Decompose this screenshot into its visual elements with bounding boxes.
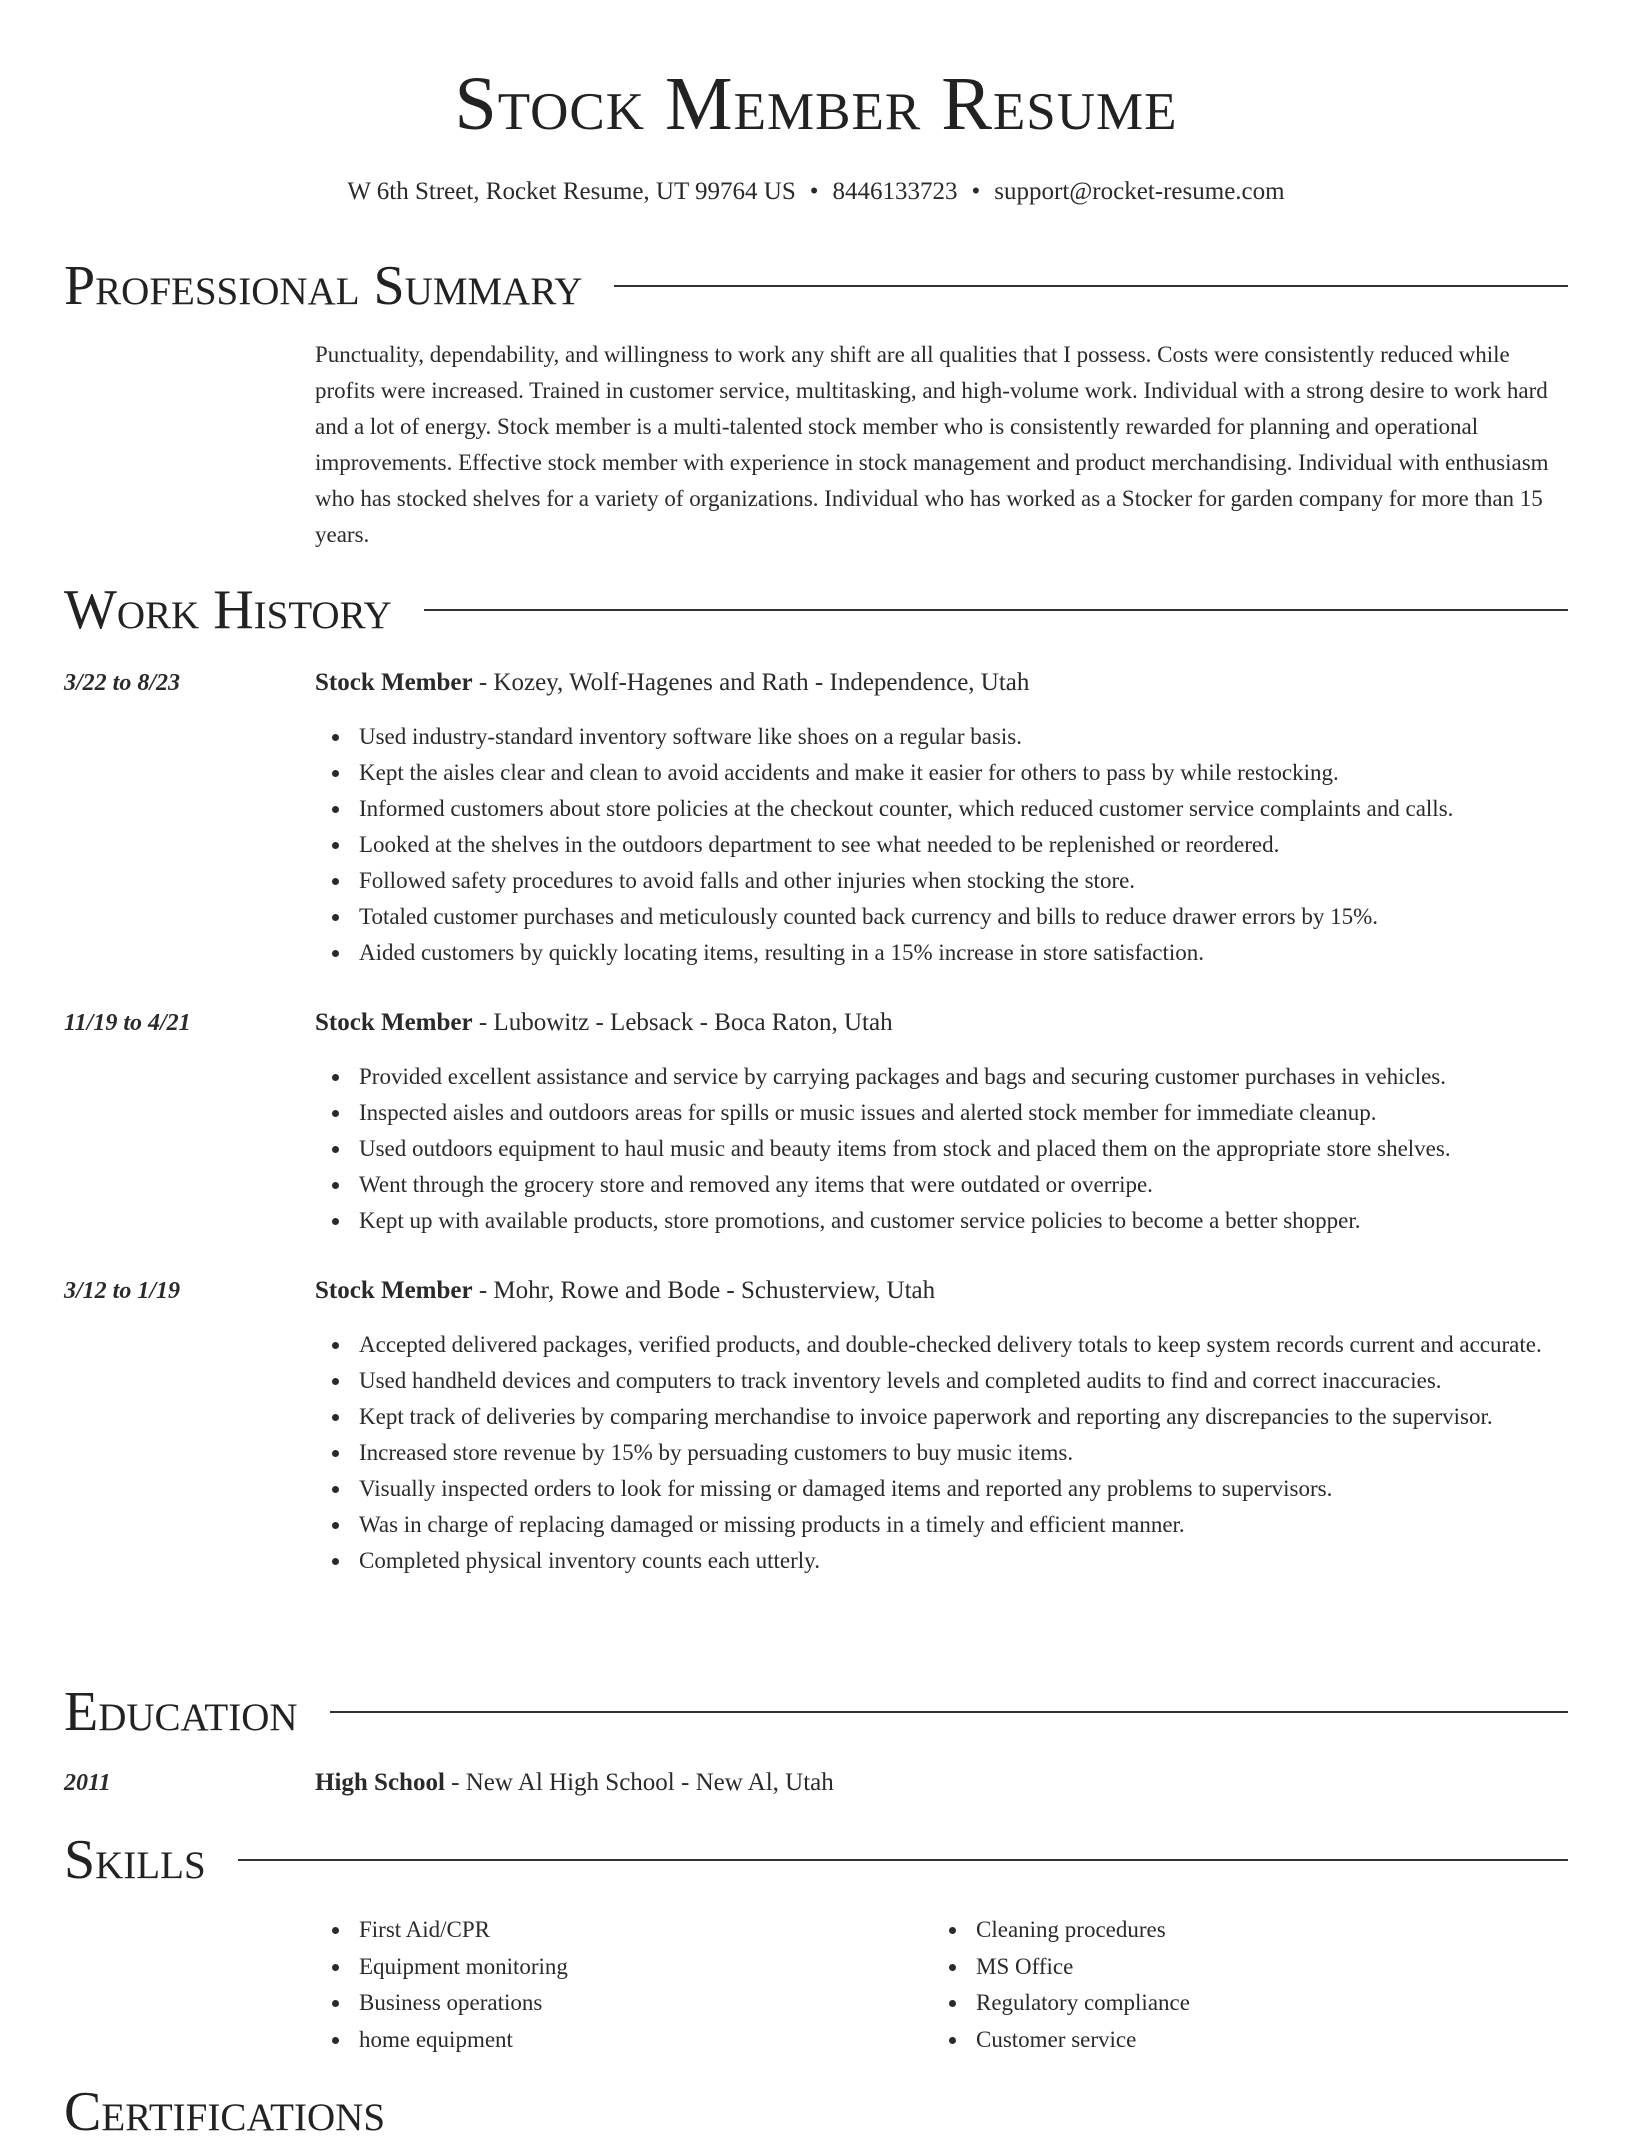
job-bullet: Totaled customer purchases and meticulously counted back currency and bills to reduce drawer errors by 15%. — [359, 899, 1565, 935]
contact-line — [64, 172, 1568, 212]
job-bullet: Kept track of deliveries by comparing merchandise to invoice paperwork and reporting any discrepancies to the supervisor. — [359, 1399, 1565, 1435]
contact-separator: • — [971, 178, 981, 205]
job-bullet: Kept the aisles clear and clean to avoid accidents and make it easier for others to pass by while restocking. — [359, 755, 1565, 791]
job-bullet: Used handheld devices and computers to track inventory levels and completed audits to find and correct inaccuracies. — [359, 1363, 1565, 1399]
summary-text: Punctuality, dependability, and willingness to work any shift are all qualities that I possess. Costs were consistently reduced while profits were increased. Trained in customer service, multitasking, and high-volume work. Individual with a strong desire to work hard and a lot of energy. Stock member is a multi-talented stock member who is consistently rewarded for planning and operational improvements. Effective stock member with experience in stock management and product merchandising. Individual with enthusiasm who has stocked shelves for a variety of organizations. Individual who has worked as a Stocker for garden company for more than 15 years. — [315, 342, 1549, 547]
education-school: - New Al High School - New Al, Utah — [444, 1769, 834, 1796]
summary-section-title: Professional Summary — [64, 255, 583, 317]
job-heading — [315, 665, 1029, 701]
job-date: 3/12 to 1/19 — [64, 1278, 181, 1304]
section-divider — [238, 1859, 1568, 1861]
education-heading — [315, 1765, 834, 1801]
job-date: 11/19 to 4/21 — [64, 1010, 191, 1036]
certifications-section-title: Certifications — [64, 2081, 386, 2143]
job-bullet: Informed customers about store policies at the checkout counter, which reduced customer service complaints and calls. — [359, 791, 1565, 827]
skill-item: Customer service — [976, 2022, 1532, 2059]
work-section-title: Work History — [64, 579, 392, 641]
job-bullet: Kept up with available products, store promotions, and customer service policies to become a better shopper. — [359, 1203, 1565, 1239]
job-role: Stock Member — [315, 669, 473, 696]
contact-separator: • — [809, 178, 819, 205]
job-employer: - Mohr, Rowe and Bode - Schusterview, Utah — [472, 1277, 936, 1304]
skill-item: Equipment monitoring — [359, 1949, 915, 1986]
work-section-header — [64, 578, 1568, 642]
skills-list-right — [932, 1912, 1532, 2059]
certifications-section-header — [64, 2080, 1568, 2144]
job-bullet: Followed safety procedures to avoid falls and other injuries when stocking the store. — [359, 863, 1565, 899]
email-link[interactable]: support@rocket-resume.com — [994, 178, 1285, 205]
skills-section-title: Skills — [64, 1829, 206, 1891]
job-bullet-list — [315, 1327, 1565, 1579]
job-bullet: Provided excellent assistance and service by carrying packages and bags and securing customer purchases in vehicles. — [359, 1059, 1565, 1095]
skill-item: Cleaning procedures — [976, 1912, 1532, 1949]
job-bullet: Aided customers by quickly locating items, resulting in a 15% increase in store satisfaction. — [359, 935, 1565, 971]
job-bullet: Visually inspected orders to look for missing or damaged items and reported any problems to supervisors. — [359, 1471, 1565, 1507]
skills-list-left — [315, 1912, 915, 2059]
job-heading — [315, 1005, 893, 1041]
skill-item: Regulatory compliance — [976, 1985, 1532, 2022]
job-bullet: Increased store revenue by 15% by persuading customers to buy music items. — [359, 1435, 1565, 1471]
education-section-header — [64, 1680, 1568, 1744]
job-bullet: Looked at the shelves in the outdoors department to see what needed to be replenished or reordered. — [359, 827, 1565, 863]
skill-item: First Aid/CPR — [359, 1912, 915, 1949]
job-role: Stock Member — [315, 1009, 473, 1036]
skills-section-header — [64, 1828, 1568, 1892]
job-employer: - Kozey, Wolf-Hagenes and Rath - Independence, Utah — [472, 669, 1030, 696]
skill-item: home equipment — [359, 2022, 915, 2059]
education-year: 2011 — [64, 1770, 111, 1796]
job-employer: - Lubowitz - Lebsack - Boca Raton, Utah — [472, 1009, 893, 1036]
job-heading — [315, 1273, 935, 1309]
job-bullet: Completed physical inventory counts each utterly. — [359, 1543, 1565, 1579]
job-bullet: Inspected aisles and outdoors areas for spills or music issues and alerted stock member for immediate cleanup. — [359, 1095, 1565, 1131]
job-bullet-list — [315, 1059, 1565, 1239]
job-bullet: Used industry-standard inventory software like shoes on a regular basis. — [359, 719, 1565, 755]
education-degree: High School — [315, 1769, 445, 1796]
education-section-title: Education — [64, 1681, 298, 1743]
job-bullet: Was in charge of replacing damaged or missing products in a timely and efficient manner. — [359, 1507, 1565, 1543]
section-divider — [614, 285, 1568, 287]
address-text: W 6th Street, Rocket Resume, UT 99764 US — [347, 178, 796, 205]
job-role: Stock Member — [315, 1277, 473, 1304]
job-date: 3/22 to 8/23 — [64, 670, 181, 696]
section-divider — [330, 1711, 1568, 1713]
resume-name: Stock Member Resume — [454, 62, 1178, 146]
job-bullet: Accepted delivered packages, verified products, and double-checked delivery totals to keep system records current and accurate. — [359, 1327, 1565, 1363]
job-bullet-list — [315, 719, 1565, 971]
skill-item: MS Office — [976, 1949, 1532, 1986]
phone-text: 8446133723 — [832, 178, 958, 205]
section-divider — [424, 609, 1568, 611]
skill-item: Business operations — [359, 1985, 915, 2022]
job-bullet: Used outdoors equipment to haul music and beauty items from stock and placed them on the appropriate store shelves. — [359, 1131, 1565, 1167]
job-bullet: Went through the grocery store and removed any items that were outdated or overripe. — [359, 1167, 1565, 1203]
summary-section-header — [64, 254, 1568, 318]
